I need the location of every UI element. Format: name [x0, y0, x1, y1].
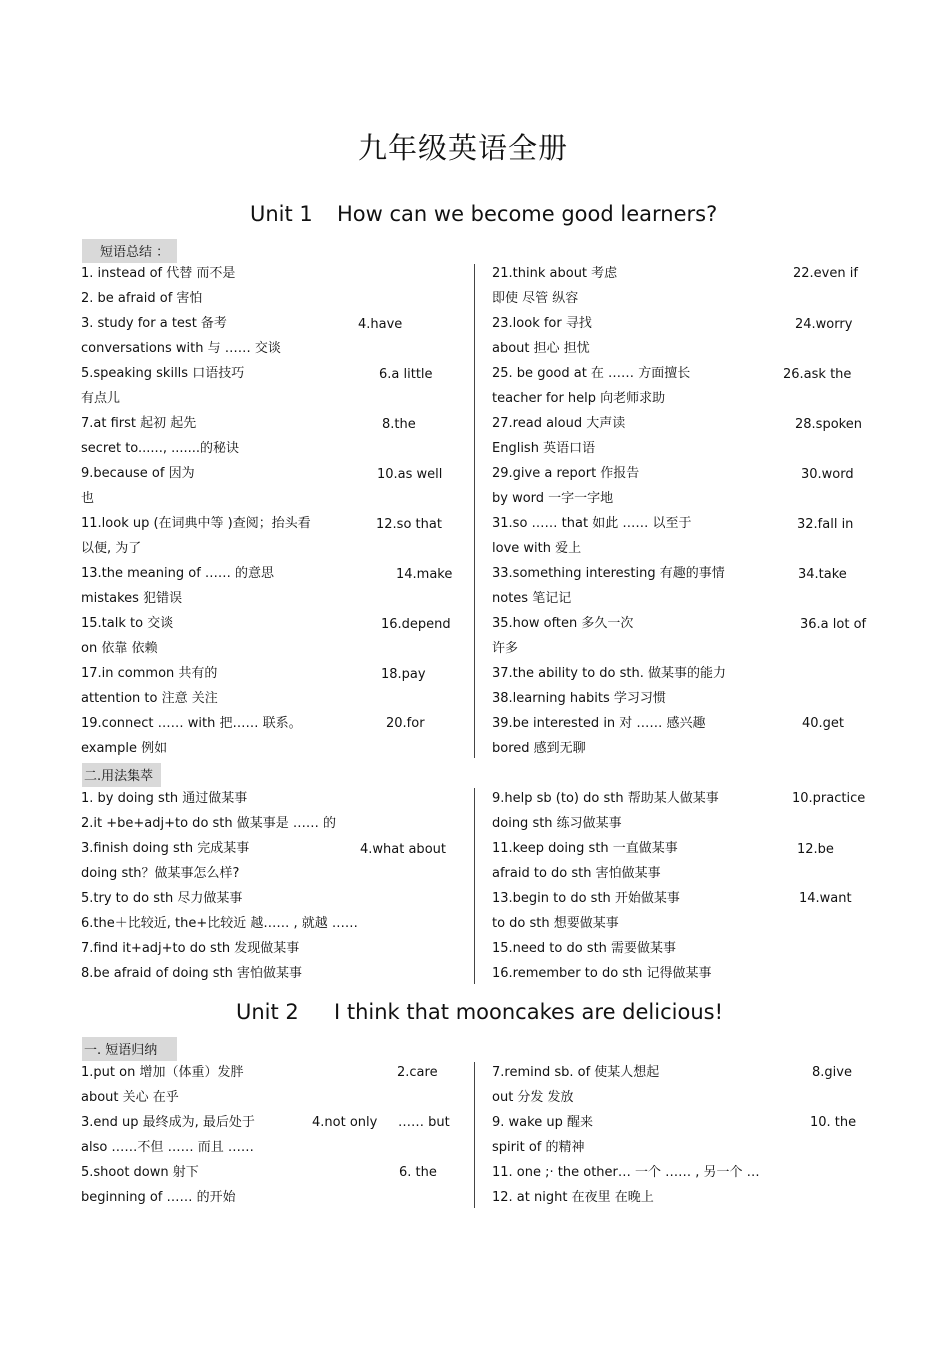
list-line: on 依靠 依赖	[81, 641, 158, 656]
list-line: 5.shoot down 射下	[81, 1165, 199, 1180]
list-line: afraid to do sth 害怕做某事	[492, 866, 661, 881]
list-line: 13.begin to do sth 开始做某事	[492, 891, 680, 906]
list-line-tail: 36.a lot of	[800, 617, 867, 632]
list-line: attention to 注意 关注	[81, 691, 218, 706]
list-line-tail: 34.take	[798, 567, 847, 582]
list-line-tail: 40.get	[802, 716, 845, 731]
list-line: 31.so …… that 如此 …… 以至于	[492, 516, 692, 531]
list-line: 27.read aloud 大声读	[492, 416, 626, 431]
list-line-tail: 26.ask the	[783, 367, 852, 382]
list-line: English 英语口语	[492, 441, 596, 456]
list-line: 有点儿	[81, 391, 121, 406]
column-divider	[474, 1062, 475, 1208]
list-line: example 例如	[81, 741, 168, 756]
list-line: doing sth 练习做某事	[492, 816, 622, 831]
unit2-title: I think that mooncakes are delicious!	[334, 1000, 723, 1024]
list-line-tail: 20.for	[386, 716, 425, 731]
unit1-title: How can we become good learners?	[337, 202, 718, 226]
section-label-phrases-2: 一. 短语归纳	[82, 1037, 177, 1061]
list-line: 7.find it+adj+to do sth 发现做某事	[81, 941, 300, 956]
list-line: 39.be interested in 对 …… 感兴趣	[492, 716, 706, 731]
list-line-tail: 16.depend	[381, 617, 451, 632]
list-line-tail: 4.have	[358, 317, 403, 332]
list-line-tail: 8.give	[812, 1065, 852, 1080]
list-line-tail: 14.make	[396, 567, 453, 582]
list-line: 5.try to do sth 尽力做某事	[81, 891, 243, 906]
list-line: 37.the ability to do sth. 做某事的能力	[492, 666, 727, 681]
list-line: 6.the＋比较近, the+比较近 越…… , 就越 ……	[81, 916, 358, 931]
list-line: 3.finish doing sth 完成某事	[81, 841, 250, 856]
list-line-tail: 10.practice	[792, 791, 866, 806]
list-line: 9. wake up 醒来	[492, 1115, 593, 1130]
list-line: 11. one ;· the other… 一个 …… , 另一个 …	[492, 1165, 760, 1180]
document-title: 九年级英语全册	[357, 131, 568, 165]
list-line: love with 爱上	[492, 541, 582, 556]
list-line: 8.be afraid of doing sth 害怕做某事	[81, 966, 302, 981]
list-line: 15.talk to 交谈	[81, 616, 174, 631]
list-line: 35.how often 多久一次	[492, 616, 634, 631]
list-line-tail: 4.not only	[312, 1115, 378, 1130]
section-label-phrases: 短语总结 ：	[82, 239, 177, 263]
list-line: 1.put on 增加（体重）发胖	[81, 1065, 244, 1080]
list-line-tail: 22.even if	[793, 266, 858, 281]
list-line: beginning of …… 的开始	[81, 1190, 236, 1205]
list-line: 3.end up 最终成为, 最后处于	[81, 1115, 255, 1130]
list-line-tail: 30.word	[801, 467, 854, 482]
list-line-tail: 10.as well	[377, 467, 443, 482]
list-line: teacher for help 向老师求助	[492, 391, 666, 406]
list-line-tail: 8.the	[382, 417, 416, 432]
list-line: 11.keep doing sth 一直做某事	[492, 841, 678, 856]
list-line: also ……不但 …… 而且 ……	[81, 1140, 254, 1155]
list-line: 16.remember to do sth 记得做某事	[492, 966, 712, 981]
list-line-tail: 24.worry	[795, 317, 853, 332]
list-line: 19.connect …… with 把…… 联系。	[81, 716, 302, 731]
list-line-tail: 12.so that	[376, 517, 442, 532]
list-line: conversations with 与 …… 交谈	[81, 341, 281, 356]
list-line: 25. be good at 在 …… 方面擅长	[492, 366, 691, 381]
list-line: 11.look up (在词典中等 )查阅；抬头看	[81, 516, 311, 531]
list-line: out 分发 发放	[492, 1090, 574, 1105]
unit1-number: Unit 1	[250, 202, 313, 226]
list-line-tail: 28.spoken	[795, 417, 862, 432]
list-line: 15.need to do sth 需要做某事	[492, 941, 677, 956]
list-line-tail: 12.be	[797, 842, 834, 857]
list-line: bored 感到无聊	[492, 741, 586, 756]
list-line-tail: 14.want	[799, 891, 852, 906]
list-line-tail: 32.fall in	[797, 517, 854, 532]
list-line: 2.it +be+adj+to do sth 做某事是 …… 的	[81, 816, 337, 831]
list-line: 12. at night 在夜里 在晚上	[492, 1190, 654, 1205]
list-line: 9.because of 因为	[81, 466, 195, 481]
list-line: about 关心 在乎	[81, 1090, 179, 1105]
list-line-tail: 2.care	[397, 1065, 438, 1080]
list-line: 17.in common 共有的	[81, 666, 218, 681]
list-line: 7.remind sb. of 使某人想起	[492, 1065, 660, 1080]
list-line: 38.learning habits 学习习惯	[492, 691, 666, 706]
list-line: 1. instead of 代替 而不是	[81, 266, 236, 281]
list-line: 即使 尽管 纵容	[492, 291, 579, 306]
list-line-tail: 10. the	[810, 1115, 857, 1130]
list-line: 13.the meaning of …… 的意思	[81, 566, 275, 581]
list-line: 9.help sb (to) do sth 帮助某人做某事	[492, 791, 719, 806]
list-line-tail: 4.what about	[360, 842, 446, 857]
list-line: mistakes 犯错误	[81, 591, 183, 606]
list-line: 23.look for 寻找	[492, 316, 592, 331]
column-divider	[474, 788, 475, 984]
list-line: 2. be afraid of 害怕	[81, 291, 203, 306]
list-line: 21.think about 考虑	[492, 266, 618, 281]
list-line: about 担心 担忧	[492, 341, 590, 356]
list-line: by word 一字一字地	[492, 491, 614, 506]
list-line: to do sth 想要做某事	[492, 916, 619, 931]
list-line: spirit of 的精神	[492, 1140, 585, 1155]
list-line: 7.at first 起初 起先	[81, 416, 197, 431]
list-line: secret to......, .......的秘诀	[81, 441, 240, 456]
list-line: 29.give a report 作报告	[492, 466, 640, 481]
list-line-tail: 6. the	[399, 1165, 437, 1180]
section-label-usage: 二.用法集萃	[82, 763, 161, 787]
list-line: 以便, 为了	[81, 541, 142, 556]
list-line-tail: 18.pay	[381, 667, 426, 682]
list-line: 也	[81, 491, 95, 506]
list-line: notes 笔记记	[492, 591, 572, 606]
list-line: 33.something interesting 有趣的事情	[492, 566, 725, 581]
list-line: doing sth？做某事怎么样?	[81, 866, 240, 881]
list-line: 3. study for a test 备考	[81, 316, 227, 331]
list-line-tail: …… but	[398, 1115, 450, 1130]
unit2-number: Unit 2	[236, 1000, 299, 1024]
list-line: 5.speaking skills 口语技巧	[81, 366, 245, 381]
list-line: 许多	[492, 641, 519, 656]
list-line: 1. by doing sth 通过做某事	[81, 791, 248, 806]
column-divider	[474, 264, 475, 758]
list-line-tail: 6.a little	[379, 367, 433, 382]
